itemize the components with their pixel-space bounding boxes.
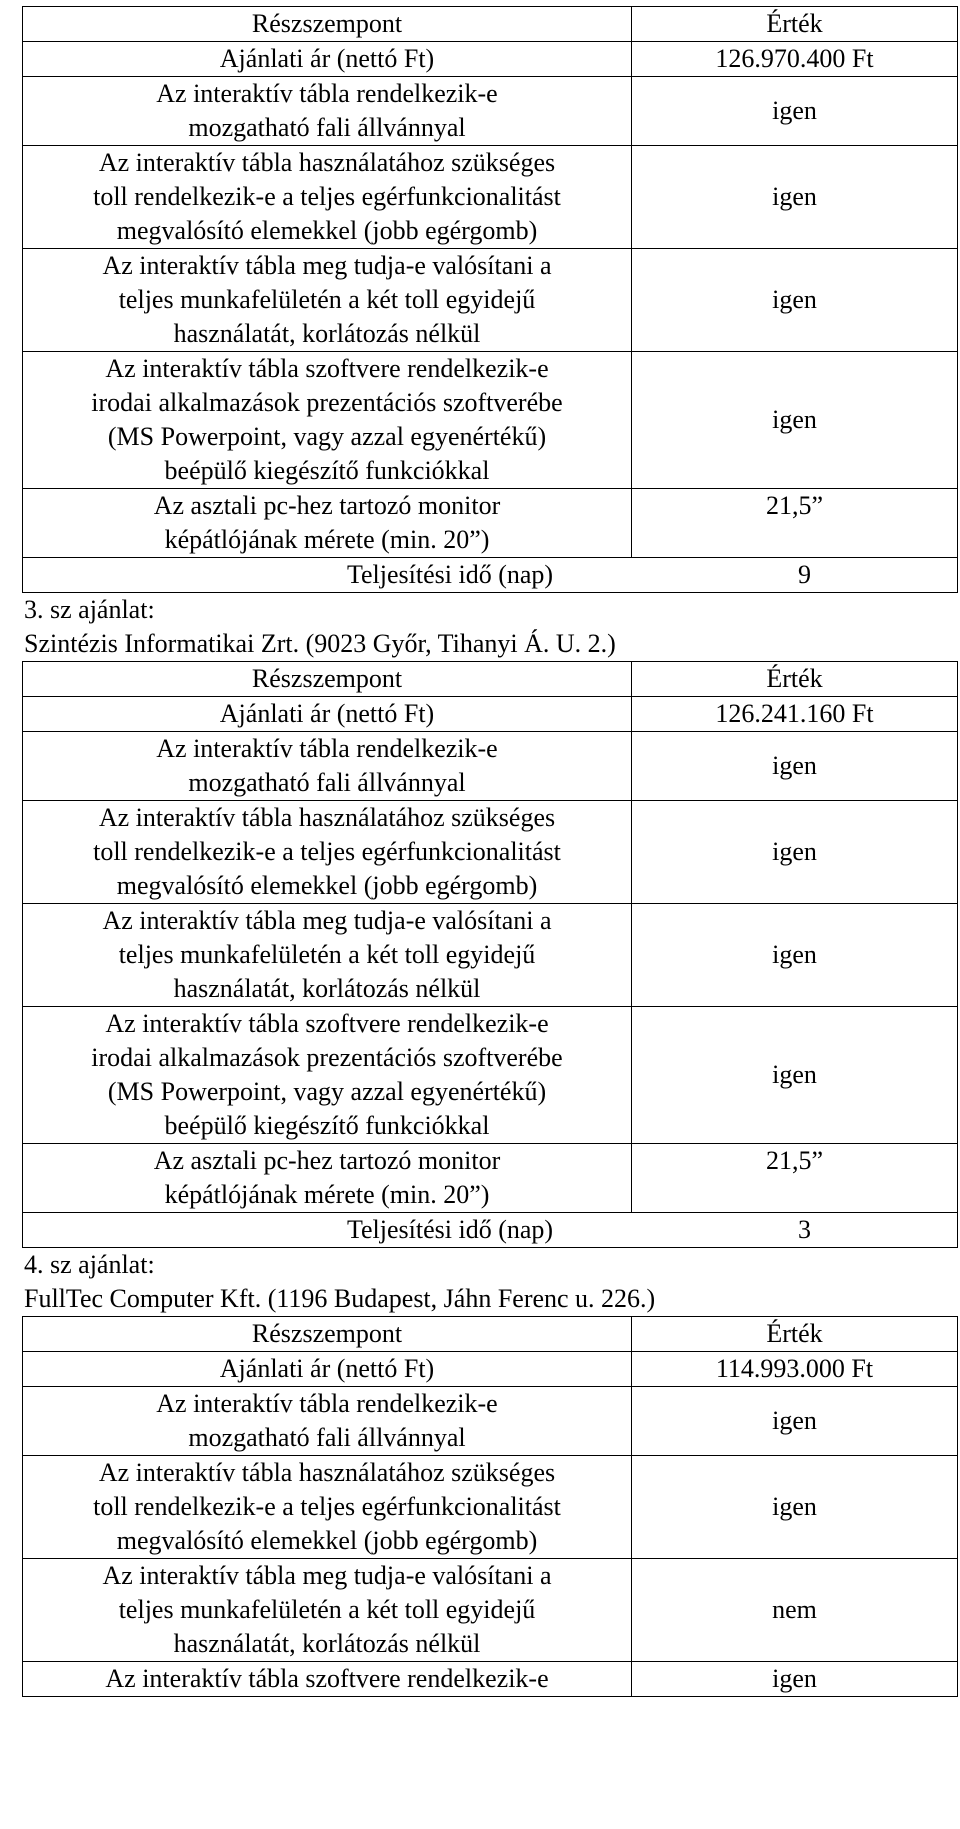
- criterion-cell: [23, 1007, 632, 1144]
- value-cell: 21,5”: [632, 1144, 958, 1213]
- criterion-line: (MS Powerpoint, vagy azzal egyenértékű): [107, 1077, 547, 1106]
- criterion-line: toll rendelkezik-e a teljes egérfunkcionalitást: [93, 837, 561, 866]
- value-cell: igen: [632, 249, 958, 352]
- deadline-row: [23, 558, 958, 593]
- criterion-cell: [23, 1456, 632, 1559]
- criterion-line: Az interaktív tábla meg tudja-e valósítani a: [102, 1561, 552, 1590]
- criterion-line: Az interaktív tábla rendelkezik-e: [156, 734, 498, 763]
- criterion-cell: [23, 1387, 632, 1456]
- value-cell: 114.993.000 Ft: [632, 1352, 958, 1387]
- criterion-line: (MS Powerpoint, vagy azzal egyenértékű): [107, 422, 547, 451]
- criterion-line: megvalósító elemekkel (jobb egérgomb): [116, 216, 538, 245]
- deadline-label: Teljesítési idő (nap): [346, 1215, 554, 1244]
- criterion-line: Az interaktív tábla használatához szükséges: [98, 148, 556, 177]
- criterion-line: Az asztali pc-hez tartozó monitor: [153, 491, 501, 520]
- header-criterion: Részszempont: [23, 7, 632, 42]
- table-row: [23, 1144, 958, 1213]
- table-row: [23, 249, 958, 352]
- table-row: [23, 489, 958, 558]
- criterion-line: Az interaktív tábla használatához szükséges: [98, 1458, 556, 1487]
- header-criterion: Részszempont: [23, 662, 632, 697]
- criterion-line: teljes munkafelületén a két toll egyidejű: [118, 1595, 536, 1624]
- value-cell: igen: [632, 904, 958, 1007]
- value-cell: igen: [632, 146, 958, 249]
- criterion-line: beépülő kiegészítő funkciókkal: [164, 456, 490, 485]
- criterion-line: beépülő kiegészítő funkciókkal: [164, 1111, 490, 1140]
- header-value: Érték: [632, 7, 958, 42]
- deadline-label: Teljesítési idő (nap): [346, 560, 554, 589]
- criterion-cell: [23, 732, 632, 801]
- criterion-cell: [23, 1144, 632, 1213]
- offer-company: Szintézis Informatikai Zrt. (9023 Győr, Tihanyi Á. U. 2.): [24, 629, 616, 658]
- table-header-row: [23, 7, 958, 42]
- value-cell: igen: [632, 732, 958, 801]
- deadline-value: 3: [798, 1215, 811, 1244]
- criterion-line: Ajánlati ár (nettó Ft): [219, 1354, 435, 1383]
- value-cell: igen: [632, 1456, 958, 1559]
- criterion-line: Az interaktív tábla meg tudja-e valósítani a: [102, 251, 552, 280]
- criterion-line: Az asztali pc-hez tartozó monitor: [153, 1146, 501, 1175]
- criterion-cell: [23, 801, 632, 904]
- table-header-row: [23, 662, 958, 697]
- evaluation-table: [22, 661, 958, 1248]
- criterion-cell: [23, 352, 632, 489]
- criterion-cell: [23, 249, 632, 352]
- deadline-cell: [23, 558, 958, 593]
- table-row: [23, 904, 958, 1007]
- criterion-line: képátlójának mérete (min. 20”): [164, 1180, 490, 1209]
- criterion-line: megvalósító elemekkel (jobb egérgomb): [116, 871, 538, 900]
- criterion-line: Az interaktív tábla meg tudja-e valósítani a: [102, 906, 552, 935]
- value-cell: igen: [632, 1007, 958, 1144]
- criterion-line: megvalósító elemekkel (jobb egérgomb): [116, 1526, 538, 1555]
- criterion-line: mozgatható fali állvánnyal: [188, 768, 466, 797]
- table-row: [23, 352, 958, 489]
- criterion-line: Az interaktív tábla rendelkezik-e: [156, 1389, 498, 1418]
- table-row: [23, 1559, 958, 1662]
- document: [22, 6, 958, 1697]
- criterion-line: Az interaktív tábla használatához szükséges: [98, 803, 556, 832]
- value-cell: igen: [632, 352, 958, 489]
- criterion-cell: [23, 1352, 632, 1387]
- evaluation-table: [22, 6, 958, 593]
- value-cell: igen: [632, 801, 958, 904]
- criterion-cell: [23, 1662, 632, 1697]
- offer-title: 3. sz ajánlat:: [24, 595, 155, 624]
- offer-title: 4. sz ajánlat:: [24, 1250, 155, 1279]
- criterion-line: irodai alkalmazások prezentációs szoftverébe: [91, 1043, 563, 1072]
- criterion-line: Az interaktív tábla szoftvere rendelkezik-e: [105, 354, 549, 383]
- criterion-cell: [23, 42, 632, 77]
- value-cell: nem: [632, 1559, 958, 1662]
- value-cell: igen: [632, 77, 958, 146]
- criterion-line: képátlójának mérete (min. 20”): [164, 525, 490, 554]
- criterion-cell: [23, 1559, 632, 1662]
- header-value: Érték: [632, 1317, 958, 1352]
- criterion-cell: [23, 697, 632, 732]
- offer-company: FullTec Computer Kft. (1196 Budapest, Jáhn Ferenc u. 226.): [24, 1284, 656, 1313]
- table-row: [23, 1456, 958, 1559]
- table-row: [23, 77, 958, 146]
- value-cell: 126.970.400 Ft: [632, 42, 958, 77]
- table-row: [23, 697, 958, 732]
- table-header-row: [23, 1317, 958, 1352]
- criterion-line: toll rendelkezik-e a teljes egérfunkcionalitást: [93, 1492, 561, 1521]
- evaluation-table: [22, 1316, 958, 1697]
- criterion-cell: [23, 77, 632, 146]
- criterion-line: mozgatható fali állvánnyal: [188, 1423, 466, 1452]
- criterion-cell: [23, 146, 632, 249]
- table-row: [23, 1007, 958, 1144]
- criterion-line: Ajánlati ár (nettó Ft): [219, 44, 435, 73]
- criterion-line: Az interaktív tábla szoftvere rendelkezik-e: [105, 1009, 549, 1038]
- table-row: [23, 42, 958, 77]
- criterion-line: irodai alkalmazások prezentációs szoftverébe: [91, 388, 563, 417]
- criterion-line: Az interaktív tábla rendelkezik-e: [156, 79, 498, 108]
- table-row: [23, 1662, 958, 1697]
- criterion-cell: [23, 904, 632, 1007]
- criterion-line: toll rendelkezik-e a teljes egérfunkcionalitást: [93, 182, 561, 211]
- table-row: [23, 1387, 958, 1456]
- table-row: [23, 801, 958, 904]
- criterion-line: használatát, korlátozás nélkül: [173, 319, 481, 348]
- deadline-value: 9: [798, 560, 811, 589]
- table-row: [23, 732, 958, 801]
- value-cell: igen: [632, 1387, 958, 1456]
- table-row: [23, 1352, 958, 1387]
- criterion-line: Az interaktív tábla szoftvere rendelkezik-e: [105, 1664, 549, 1693]
- header-criterion: Részszempont: [23, 1317, 632, 1352]
- criterion-line: használatát, korlátozás nélkül: [173, 974, 481, 1003]
- criterion-cell: [23, 489, 632, 558]
- criterion-line: használatát, korlátozás nélkül: [173, 1629, 481, 1658]
- criterion-line: mozgatható fali állvánnyal: [188, 113, 466, 142]
- deadline-row: [23, 1213, 958, 1248]
- value-cell: 126.241.160 Ft: [632, 697, 958, 732]
- value-cell: 21,5”: [632, 489, 958, 558]
- header-value: Érték: [632, 662, 958, 697]
- table-row: [23, 146, 958, 249]
- criterion-line: Ajánlati ár (nettó Ft): [219, 699, 435, 728]
- criterion-line: teljes munkafelületén a két toll egyidejű: [118, 285, 536, 314]
- value-cell: igen: [632, 1662, 958, 1697]
- criterion-line: teljes munkafelületén a két toll egyidejű: [118, 940, 536, 969]
- deadline-cell: [23, 1213, 958, 1248]
